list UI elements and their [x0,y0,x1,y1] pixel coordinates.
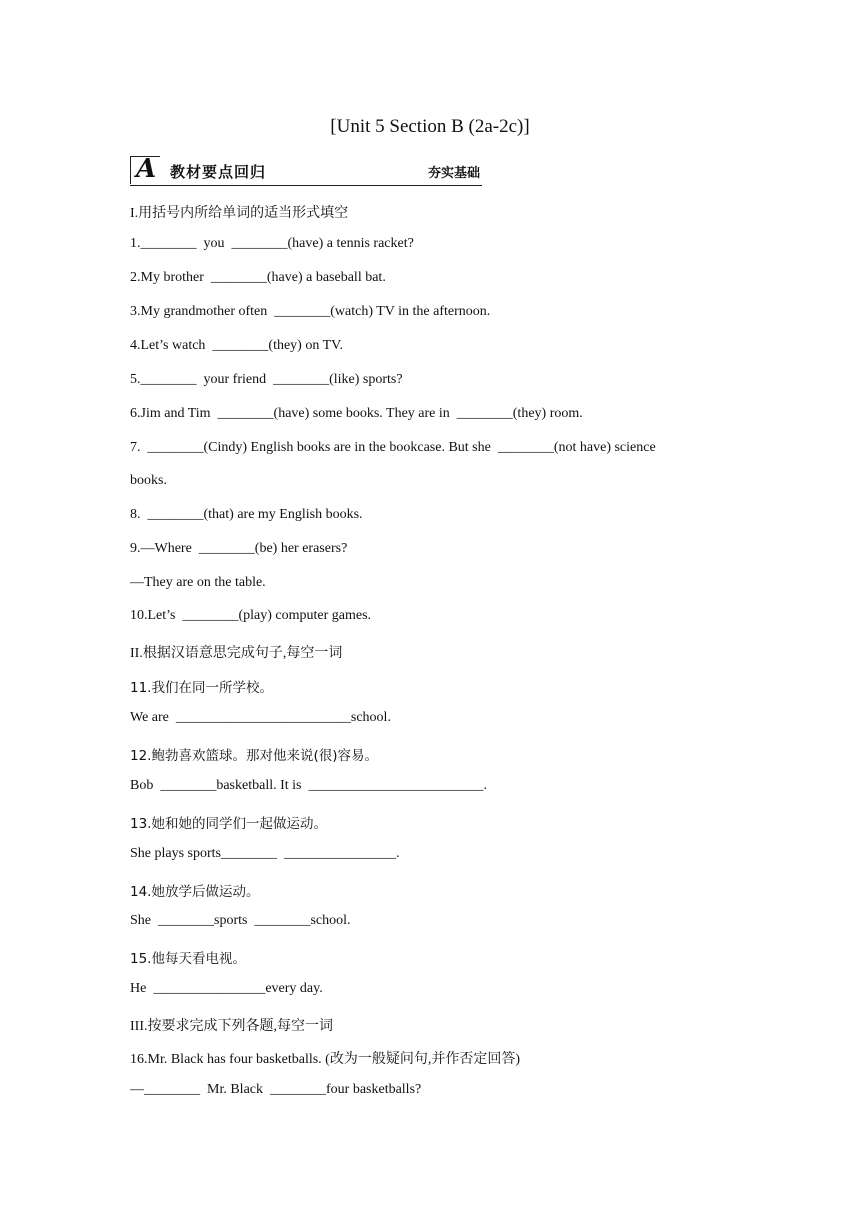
banner-rule [130,185,482,186]
chinese-prompt: 11.我们在同一所学校。 [130,680,273,696]
exercise-line: 5.________ your friend ________(like) sports? [130,372,403,387]
section-heading: III.按要求完成下列各题,每空一词 [130,1019,333,1034]
exercise-line: 2.My brother ________(have) a baseball bat. [130,270,386,285]
chinese-prompt: 14.她放学后做运动。 [130,884,260,900]
exercise-line: 10.Let’s ________(play) computer games. [130,608,372,623]
section-heading: II.根据汉语意思完成句子,每空一词 [130,646,343,661]
chinese-prompt: 13.她和她的同学们一起做运动。 [130,816,327,832]
exercise-line: 8. ________(that) are my English books. [130,507,363,522]
page-title: [Unit 5 Section B (2a-2c)] [330,116,530,137]
exercise-line: 3.My grandmother often ________(watch) TV in the afternoon. [130,304,491,319]
exercise-line: He ________________every day. [130,981,323,996]
exercise-line: We are _________________________school. [130,710,391,725]
exercise-line: —They are on the table. [130,575,266,590]
chinese-prompt: 12.鲍勃喜欢篮球。那对他来说(很)容易。 [130,748,379,764]
exercise-line: 9.—Where ________(be) her erasers? [130,541,348,556]
section-heading: I.用括号内所给单词的适当形式填空 [130,206,349,221]
exercise-line: 7. ________(Cindy) English books are in the bookcase. But she ________(not have) science [130,440,656,455]
exercise-line: 6.Jim and Tim ________(have) some books. They are in ________(they) room. [130,406,583,421]
exercise-line: books. [130,473,167,488]
exercise-line: She plays sports________ ________________. [130,846,400,861]
exercise-line: She ________sports ________school. [130,913,351,928]
chinese-prompt: 15.他每天看电视。 [130,951,246,967]
exercise-line: —________ Mr. Black ________four basketballs? [130,1082,422,1097]
exercise-line: 16.Mr. Black has four basketballs. (改为一般疑问句,并作否定回答) [130,1052,521,1067]
banner-right-text: 夯实基础 [427,166,480,181]
section-banner [130,156,482,186]
exercise-line: 1.________ you ________(have) a tennis racket? [130,236,414,251]
exercise-line: Bob ________basketball. It is _________________________. [130,778,487,793]
banner-left-text: 教材要点回归 [170,163,267,181]
exercise-line: 4.Let’s watch ________(they) on TV. [130,338,343,353]
banner-letter: A [136,154,157,184]
